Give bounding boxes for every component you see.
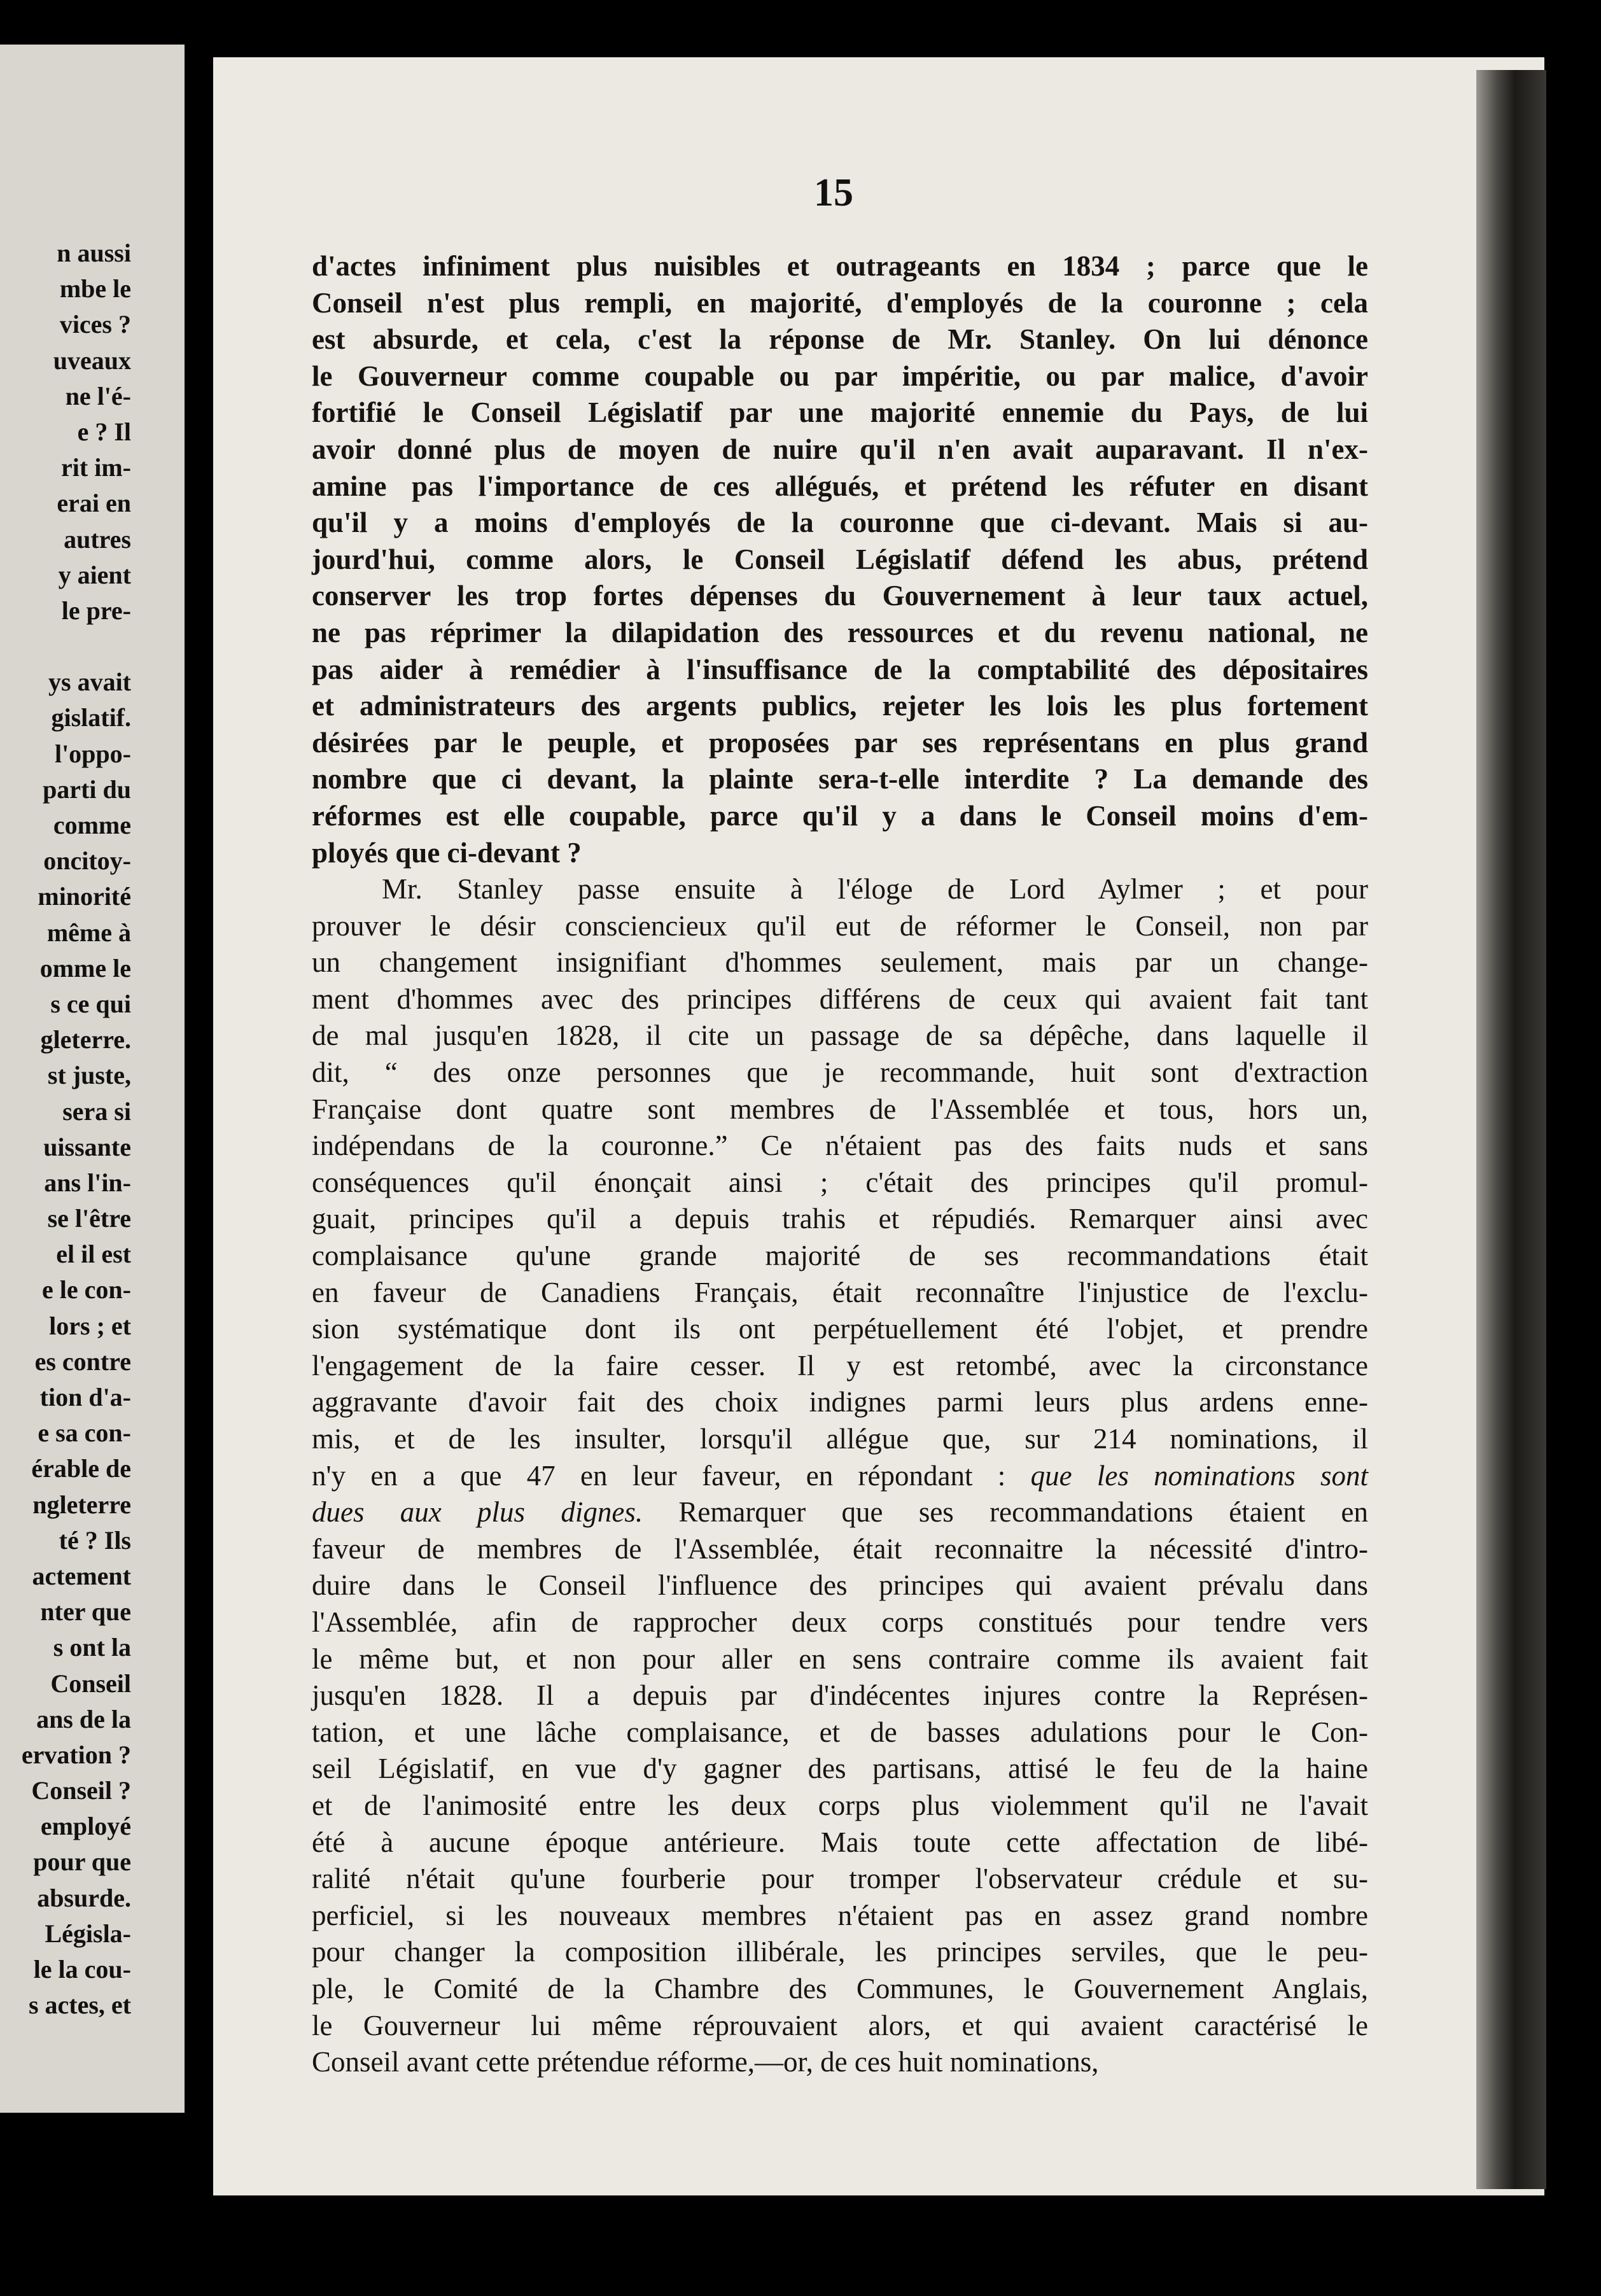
text-line [312, 1458, 1368, 1495]
previous-page-line: lors ; et [49, 1311, 131, 1340]
text-line: aggravante d'avoir fait des choix indignes parmi leurs plus ardens enne- [312, 1386, 1368, 1418]
text-line: ne pas réprimer la dilapidation des ressources et du revenu national, ne [312, 616, 1368, 648]
text-line: Conseil n'est plus rempli, en majorité, d'employés de la couronne ; cela [312, 286, 1368, 319]
text-line: avoir donné plus de moyen de nuire qu'il n'en avait auparavant. Il n'ex- [312, 433, 1368, 465]
text-line: jourd'hui, comme alors, le Conseil Législatif défend les abus, prétend [312, 543, 1368, 575]
previous-page-text [22, 235, 131, 2023]
text-line: ralité n'était qu'une fourberie pour tromper l'observateur crédule et su- [312, 1863, 1368, 1895]
text-line: seil Législatif, en vue d'y gagner des partisans, attisé le feu de la haine [312, 1753, 1368, 1785]
previous-page-line: absurde. [37, 1883, 131, 1912]
text-line: qu'il y a moins d'employés de la couronne que ci-devant. Mais si au- [312, 507, 1368, 539]
text-line: ple, le Comité de la Chambre des Communes, le Gouvernement Anglais, [312, 1972, 1368, 2005]
previous-page-line: nter que [40, 1597, 131, 1627]
text-line: Conseil avant cette prétendue réforme,—or, de ces huit nominations, [312, 2046, 1099, 2078]
previous-page-line: minorité [38, 882, 131, 911]
previous-page-line: st juste, [47, 1061, 131, 1090]
text-line: sion systématique dont ils ont perpétuellement été l'objet, et prendre [312, 1313, 1368, 1345]
text-line: été à aucune époque antérieure. Mais toute cette affectation de libé- [312, 1826, 1368, 1858]
previous-page-line: ervation ? [21, 1740, 131, 1769]
previous-page-line: tion d'a- [39, 1383, 131, 1411]
text-line: amine pas l'importance de ces allégués, et prétend les réfuter en disant [312, 470, 1368, 502]
previous-page-line: e le con- [42, 1275, 131, 1305]
text-line: prouver le désir consciencieux qu'il eut de réformer le Conseil, non par [312, 909, 1368, 942]
previous-page-line: vices ? [59, 310, 131, 339]
text-line: pour changer la composition illibérale, les principes serviles, que le peu- [312, 1936, 1368, 1968]
previous-page-line: autres [64, 524, 131, 554]
previous-page-line: uissante [43, 1132, 131, 1161]
text-line: mis, et de les insulter, lorsqu'il allégue que, sur 214 nominations, il [312, 1423, 1368, 1455]
previous-page-line: y aient [58, 560, 131, 589]
previous-page-line: le pre- [61, 596, 131, 625]
text-line: Mr. Stanley passe ensuite à l'éloge de Lord Aylmer ; et pour [382, 873, 1368, 906]
text-line: d'actes infiniment plus nuisibles et outrageants en 1834 ; parce que le [312, 250, 1368, 282]
italic-quote: dues aux plus dignes. [312, 1496, 643, 1529]
text-line: guait, principes qu'il a depuis trahis et répudiés. Remarquer ainsi avec [312, 1203, 1368, 1235]
previous-page-line: omme le [39, 953, 131, 983]
body-text [312, 248, 1368, 2081]
previous-page-line: érable de [31, 1454, 131, 1483]
text-line: l'Assemblée, afin de rapprocher deux corps constitués pour tendre vers [312, 1606, 1368, 1638]
previous-page-line: parti du [43, 774, 131, 804]
text-line: dit, “ des onze personnes que je recommande, huit sont d'extraction [312, 1056, 1368, 1089]
previous-page-line: actement [32, 1561, 131, 1590]
previous-page-line: té ? Ils [59, 1525, 131, 1555]
previous-page-line: employé [40, 1812, 131, 1841]
previous-page-line: es contre [34, 1347, 131, 1376]
previous-page-line: se l'être [47, 1204, 131, 1233]
previous-page-line: ngleterre [32, 1490, 131, 1519]
text-segment: Remarquer que ses recommandations étaient en [643, 1496, 1368, 1529]
text-line: réformes est elle coupable, parce qu'il y a dans le Conseil moins d'em- [312, 799, 1368, 832]
previous-page-line: Conseil [50, 1669, 131, 1698]
text-line: jusqu'en 1828. Il a depuis par d'indécentes injures contre la Représen- [312, 1679, 1368, 1712]
previous-page-line: pour que [33, 1847, 131, 1877]
previous-page-line: mbe le [59, 274, 131, 304]
previous-page-line: e ? Il [77, 417, 131, 446]
page-number: 15 [814, 171, 853, 214]
previous-page-fragment [0, 45, 185, 2113]
previous-page-line: s ont la [53, 1633, 131, 1662]
text-line: tation, et une lâche complaisance, et de basses adulations pour le Con- [312, 1716, 1368, 1748]
previous-page-line: ans l'in- [44, 1168, 131, 1197]
text-line [312, 1494, 1368, 1531]
previous-page-line: ys avait [48, 668, 131, 697]
previous-page-line: uveaux [53, 346, 131, 375]
text-line: désirées par le peuple, et proposées par ses représentans en plus grand [312, 726, 1368, 759]
previous-page-line: Législa- [45, 1919, 131, 1948]
previous-page-line: erai en [57, 489, 131, 518]
previous-page-line: comme [53, 811, 131, 839]
previous-page-line: ne l'é- [65, 381, 131, 410]
text-line: Française dont quatre sont membres de l'Assemblée et tous, hors un, [312, 1093, 1368, 1125]
text-line: conserver les trop fortes dépenses du Gouvernement à leur taux actuel, [312, 580, 1368, 612]
text-line: le même but, et non pour aller en sens contraire comme ils avaient fait [312, 1642, 1368, 1675]
text-line: fortifié le Conseil Législatif par une majorité ennemie du Pays, de lui [312, 396, 1368, 429]
text-line: un changement insignifiant d'hommes seulement, mais par un change- [312, 946, 1368, 979]
text-line: le Gouverneur lui même réprouvaient alors, et qui avaient caractérisé le [312, 2009, 1368, 2041]
previous-page-line: oncitoy- [43, 846, 131, 876]
text-line: le Gouverneur comme coupable ou par impéritie, ou par malice, d'avoir [312, 360, 1368, 392]
previous-page-line: l'oppo- [54, 739, 131, 768]
text-line: indépendans de la couronne.” Ce n'étaient pas des faits nuds et sans [312, 1130, 1368, 1162]
text-line: l'engagement de la faire cesser. Il y est retombé, avec la circonstance [312, 1349, 1368, 1382]
text-line: conséquences qu'il énonçait ainsi ; c'était des principes qu'il promul- [312, 1166, 1368, 1198]
text-line: en faveur de Canadiens Français, était reconnaître l'injustice de l'exclu- [312, 1276, 1368, 1308]
text-segment: n'y en a que 47 en leur faveur, en répondant : [312, 1459, 1031, 1492]
previous-page-line: même à [46, 918, 131, 947]
text-line: duire dans le Conseil l'influence des principes qui avaient prévalu dans [312, 1569, 1368, 1602]
previous-page-line: s actes, et [28, 1991, 131, 2020]
previous-page-line: rit im- [61, 453, 131, 482]
text-line: perficiel, si les nouveaux membres n'étaient pas en assez grand nombre [312, 1899, 1368, 1931]
previous-page-line: n aussi [57, 239, 131, 267]
previous-page-line: e sa con- [38, 1418, 131, 1448]
text-line: pas aider à remédier à l'insuffisance de la comptabilité des dépositaires [312, 653, 1368, 685]
previous-page-line: sera si [62, 1096, 131, 1126]
text-line: complaisance qu'une grande majorité de ses recommandations était [312, 1240, 1368, 1272]
previous-page-line [22, 629, 131, 664]
text-line: ment d'hommes avec des principes différens de ceux qui avaient fait tant [312, 983, 1368, 1015]
text-line: et administrateurs des argents publics, rejeter les lois les plus fortement [312, 690, 1368, 722]
text-line: de mal jusqu'en 1828, il cite un passage de sa dépêche, dans laquelle il [312, 1019, 1368, 1052]
italic-quote: que les nominations sont [1030, 1459, 1368, 1492]
book-binding [1476, 70, 1546, 2189]
text-line: est absurde, et cela, c'est la réponse de Mr. Stanley. On lui dénonce [312, 323, 1368, 356]
previous-page-line: le la cou- [33, 1955, 131, 1984]
text-line: et de l'animosité entre les deux corps plus violemment qu'il ne l'avait [312, 1789, 1368, 1821]
text-line: ployés que ci-devant ? [312, 836, 582, 869]
previous-page-line: ans de la [36, 1704, 131, 1733]
previous-page-line: Conseil ? [31, 1776, 131, 1805]
text-line: nombre que ci devant, la plainte sera-t-elle interdite ? La demande des [312, 763, 1368, 795]
previous-page-line: s ce qui [50, 989, 131, 1018]
previous-page-line: gleterre. [40, 1025, 131, 1054]
text-line: faveur de membres de l'Assemblée, était reconnaitre la nécessité d'intro- [312, 1532, 1368, 1565]
previous-page-line: el il est [56, 1240, 131, 1269]
previous-page-line: gislatif. [51, 703, 131, 732]
